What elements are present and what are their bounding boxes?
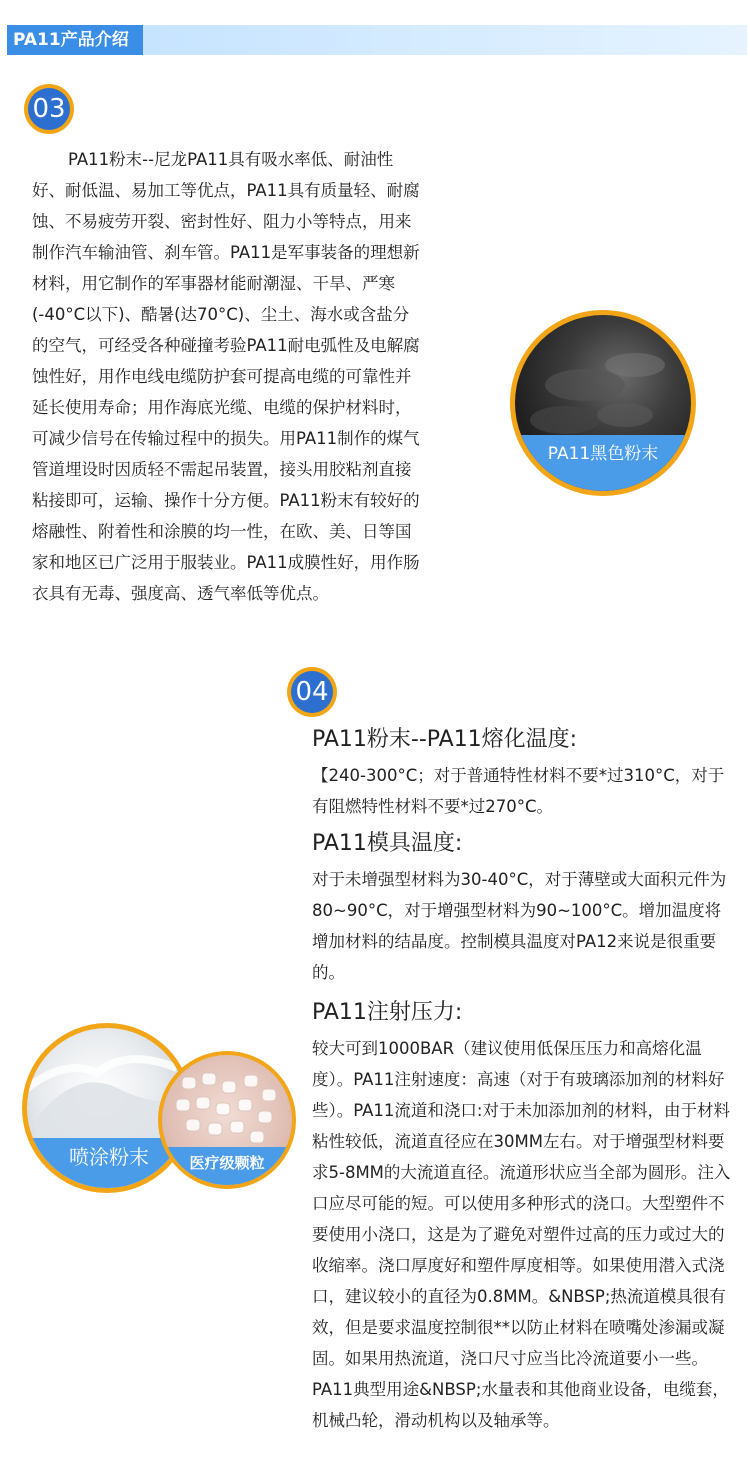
- mold-temperature-heading: PA11模具温度:: [312, 831, 463, 856]
- image-label: PA11黑色粉末: [515, 435, 691, 491]
- section-number: 04: [291, 671, 333, 713]
- paragraph-text: PA11粉末--尼龙PA11具有吸水率低、耐油性好、耐低温、易加工等优点，PA11具有质量轻、耐腐蚀、不易疲劳开裂、密封性好、阻力小等特点，用来制作汽车输油管、刹车管。PA11是军事装备的理想新材料，用它制作的军事器材能耐潮湿、干旱、严寒(-40°C以下)、酷暑(达70°C)、尘土、海水或含盐分的空气，可经受各种碰撞考验PA11耐电弧性及电解腐蚀性好，用作电线电缆防护套可提高电缆的可靠性并延长使用寿命；用作海底光缆、电缆的保护材料时，可减少信号在传输过程中的损失。用PA11制作的煤气管道埋设时因质轻不需起吊装置，接头用胶粘剂直接粘接即可，运输、操作十分方便。PA11粉末有较好的熔融性、附着性和涂膜的均一性，在欧、美、日等国家和地区已广泛用于服装业。PA11成膜性好，用作肠衣具有无毒、强度高、透气率低等优点。: [32, 150, 420, 603]
- section-number-badge: [287, 667, 337, 717]
- mold-temperature-text: 对于未增强型材料为30-40°C，对于薄壁或大面积元件为80~90°C，对于增强型材料为90~100°C。增加温度将增加材料的结晶度。控制模具温度对PA12来说是很重要的。: [312, 870, 727, 982]
- section-number: 03: [28, 88, 70, 130]
- section-number-badge: [24, 84, 74, 134]
- melt-temperature-text: 【240-300°C；对于普通特性材料不要*过310°C，对于有阻燃特性材料不要*过270°C。: [312, 766, 725, 816]
- banner-title: PA11产品介绍: [7, 25, 143, 55]
- melt-temperature-heading: PA11粉末--PA11熔化温度:: [312, 727, 578, 752]
- image-label: 喷涂粉末: [27, 1138, 187, 1188]
- injection-pressure-heading: PA11注射压力:: [312, 1000, 463, 1025]
- medical-granules-image: [158, 1051, 296, 1189]
- injection-pressure-text: 较大可到1000BAR（建议使用低保压压力和高熔化温度）。PA11注射速度：高速（对于有玻璃添加剂的材料好些）。PA11流道和浇口:对于未加添加剂的材料，由于材料粘性较低，流道直径应在30MM左右。对于增强型材料要求5-8MM的大流道直径。流道形状应当全部为圆形。注入口应尽可能的短。可以使用多种形式的浇口。大型塑件不要使用小浇口，这是为了避免对塑件过高的压力或过大的收缩率。浇口厚度好和塑件厚度相等。如果使用潜入式浇口，建议较小的直径为0.8MM。&NBSP;热流道模具很有效，但是要求温度控制很**以防止材料在喷嘴处渗漏或凝固。如果用热流道，浇口尺寸应当比冷流道要小一些。PA11典型用途&NBSP;水量表和其他商业设备，电缆套，机械凸轮，滑动机构以及轴承等。: [312, 1039, 731, 1430]
- black-powder-image: [510, 310, 696, 496]
- section-03-paragraph: [32, 144, 424, 609]
- image-label: 医疗级颗粒: [162, 1147, 292, 1185]
